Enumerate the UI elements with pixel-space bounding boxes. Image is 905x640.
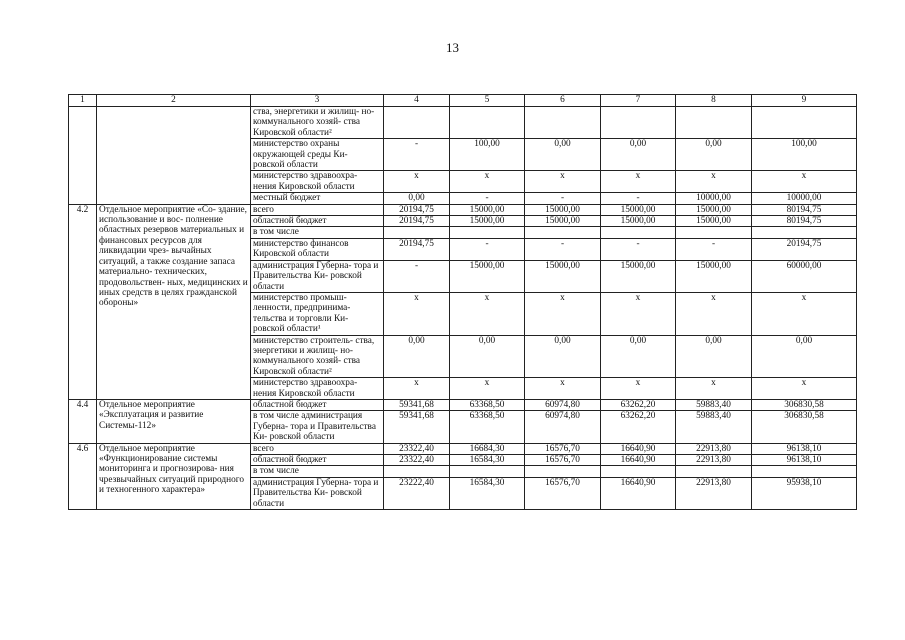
amount-cell: [525, 466, 601, 477]
funding-source: ства, энергетики и жилищ- но-коммунального хозяй- ства Кировской области²: [251, 107, 384, 139]
funding-source: министерство финансов Кировской области: [251, 238, 384, 260]
amount-cell: -: [384, 139, 450, 171]
amount-cell: [676, 227, 752, 238]
amount-cell: x: [676, 292, 752, 335]
amount-cell: [450, 466, 525, 477]
header-cell: 6: [525, 95, 601, 107]
funding-source: администрация Губерна- тора и Правительства Ки- ровской области: [251, 477, 384, 509]
budget-table: [68, 94, 857, 510]
amount-cell: 15000,00: [601, 216, 676, 227]
amount-cell: 0,00: [676, 335, 752, 378]
table-row: [69, 399, 857, 410]
amount-cell: 60974,80: [525, 411, 601, 443]
amount-cell: 306830,58: [752, 411, 857, 443]
amount-cell: 0,00: [525, 139, 601, 171]
funding-source: в том числе администрация Губерна- тора и Правительства Ки- ровской области: [251, 411, 384, 443]
amount-cell: 96138,10: [752, 443, 857, 454]
amount-cell: x: [450, 171, 525, 193]
amount-cell: 60000,00: [752, 260, 857, 292]
amount-cell: 59341,68: [384, 411, 450, 443]
table-row: [69, 443, 857, 454]
amount-cell: x: [525, 171, 601, 193]
amount-cell: 95938,10: [752, 477, 857, 509]
amount-cell: 63262,20: [601, 411, 676, 443]
amount-cell: x: [676, 171, 752, 193]
amount-cell: [601, 107, 676, 139]
item-name: Отдельное мероприятие «Со- здание, использование и вос- полнение областных резервов материальных и финансовых ресурсов для ликвидации чрез- вычайных ситуаций, а также создание запаса материально- технических, продовольствен- ных, медицинских и иных средств в целях гражданской обороны»: [97, 204, 251, 399]
amount-cell: [525, 227, 601, 238]
amount-cell: 16576,70: [525, 443, 601, 454]
amount-cell: 63368,50: [450, 411, 525, 443]
funding-source: администрация Губерна- тора и Правительства Ки- ровской области: [251, 260, 384, 292]
funding-source: всего: [251, 443, 384, 454]
amount-cell: 100,00: [450, 139, 525, 171]
funding-source: министерство здравоохра- нения Кировской области: [251, 378, 384, 400]
header-cell: 7: [601, 95, 676, 107]
amount-cell: 16640,90: [601, 455, 676, 466]
amount-cell: 0,00: [601, 335, 676, 378]
item-code: 4.4: [69, 399, 97, 443]
amount-cell: x: [601, 378, 676, 400]
item-code: 4.6: [69, 443, 97, 509]
amount-cell: 0,00: [384, 193, 450, 204]
amount-cell: x: [384, 171, 450, 193]
amount-cell: [384, 107, 450, 139]
amount-cell: [450, 107, 525, 139]
amount-cell: x: [752, 171, 857, 193]
amount-cell: 15000,00: [676, 204, 752, 215]
funding-source: в том числе: [251, 466, 384, 477]
funding-source: министерство охраны окружающей среды Ки- ровской области: [251, 139, 384, 171]
amount-cell: 80194,75: [752, 204, 857, 215]
amount-cell: 23222,40: [384, 477, 450, 509]
amount-cell: x: [601, 292, 676, 335]
amount-cell: 23322,40: [384, 455, 450, 466]
amount-cell: 16584,30: [450, 477, 525, 509]
amount-cell: 22913,80: [676, 455, 752, 466]
amount-cell: 59883,40: [676, 399, 752, 410]
amount-cell: 20194,75: [384, 204, 450, 215]
amount-cell: [601, 466, 676, 477]
amount-cell: 15000,00: [525, 216, 601, 227]
amount-cell: 16576,70: [525, 455, 601, 466]
amount-cell: 63368,50: [450, 399, 525, 410]
amount-cell: 15000,00: [450, 216, 525, 227]
amount-cell: 15000,00: [450, 204, 525, 215]
amount-cell: 59341,68: [384, 399, 450, 410]
amount-cell: 63262,20: [601, 399, 676, 410]
header-row: [69, 95, 857, 107]
amount-cell: -: [525, 193, 601, 204]
funding-source: министерство здравоохра- нения Кировской области: [251, 171, 384, 193]
amount-cell: 100,00: [752, 139, 857, 171]
table-body: [69, 95, 857, 510]
amount-cell: -: [450, 238, 525, 260]
amount-cell: 0,00: [601, 139, 676, 171]
header-cell: 4: [384, 95, 450, 107]
amount-cell: 0,00: [525, 335, 601, 378]
amount-cell: 10000,00: [676, 193, 752, 204]
amount-cell: 96138,10: [752, 455, 857, 466]
page-number: 13: [446, 40, 459, 55]
amount-cell: x: [525, 378, 601, 400]
header-cell: 8: [676, 95, 752, 107]
funding-source: министерство промыш- ленности, предпринима- тельства и торговли Ки- ровской области¹: [251, 292, 384, 335]
funding-source: областной бюджет: [251, 455, 384, 466]
amount-cell: 23322,40: [384, 443, 450, 454]
item-name: Отдельное мероприятие «Эксплуатация и развитие Системы-112»: [97, 399, 251, 443]
table-row: [69, 204, 857, 215]
funding-source: областной бюджет: [251, 216, 384, 227]
amount-cell: x: [676, 378, 752, 400]
item-name: Отдельное мероприятие «Функционирование системы мониторинга и прогнозирова- ния чрезвычайных ситуаций природного и техногенного характера»: [97, 443, 251, 509]
amount-cell: 306830,58: [752, 399, 857, 410]
header-cell: 9: [752, 95, 857, 107]
amount-cell: 15000,00: [601, 204, 676, 215]
amount-cell: x: [525, 292, 601, 335]
amount-cell: 15000,00: [525, 260, 601, 292]
amount-cell: -: [601, 193, 676, 204]
amount-cell: x: [752, 378, 857, 400]
amount-cell: 10000,00: [752, 193, 857, 204]
amount-cell: 60974,80: [525, 399, 601, 410]
amount-cell: -: [601, 238, 676, 260]
amount-cell: 15000,00: [450, 260, 525, 292]
amount-cell: 22913,80: [676, 477, 752, 509]
amount-cell: 15000,00: [601, 260, 676, 292]
amount-cell: 15000,00: [676, 216, 752, 227]
amount-cell: 16684,30: [450, 443, 525, 454]
amount-cell: 0,00: [676, 139, 752, 171]
item-code: 4.2: [69, 204, 97, 399]
amount-cell: [752, 227, 857, 238]
amount-cell: x: [752, 292, 857, 335]
amount-cell: 20194,75: [384, 216, 450, 227]
amount-cell: [450, 227, 525, 238]
amount-cell: [752, 107, 857, 139]
amount-cell: 22913,80: [676, 443, 752, 454]
amount-cell: [384, 227, 450, 238]
amount-cell: 16576,70: [525, 477, 601, 509]
amount-cell: [676, 466, 752, 477]
item-name: [97, 107, 251, 205]
amount-cell: 15000,00: [525, 204, 601, 215]
amount-cell: [752, 466, 857, 477]
amount-cell: 59883,40: [676, 411, 752, 443]
amount-cell: x: [450, 292, 525, 335]
amount-cell: x: [601, 171, 676, 193]
amount-cell: [384, 466, 450, 477]
amount-cell: [601, 227, 676, 238]
table-row: [69, 107, 857, 139]
funding-source: областной бюджет: [251, 399, 384, 410]
funding-source: в том числе: [251, 227, 384, 238]
amount-cell: [525, 107, 601, 139]
header-cell: 5: [450, 95, 525, 107]
amount-cell: 15000,00: [676, 260, 752, 292]
amount-cell: 16584,30: [450, 455, 525, 466]
amount-cell: 0,00: [752, 335, 857, 378]
item-code: [69, 107, 97, 205]
header-cell: 1: [69, 95, 97, 107]
funding-source: всего: [251, 204, 384, 215]
amount-cell: 20194,75: [752, 238, 857, 260]
amount-cell: 80194,75: [752, 216, 857, 227]
amount-cell: -: [450, 193, 525, 204]
amount-cell: 0,00: [450, 335, 525, 378]
funding-source: министерство строитель- ства, энергетики и жилищ- но-коммунального хозяй- ства Кировской области²: [251, 335, 384, 378]
amount-cell: x: [384, 378, 450, 400]
amount-cell: 0,00: [384, 335, 450, 378]
amount-cell: [676, 107, 752, 139]
funding-source: местный бюджет: [251, 193, 384, 204]
header-cell: 2: [97, 95, 251, 107]
header-cell: 3: [251, 95, 384, 107]
amount-cell: -: [525, 238, 601, 260]
amount-cell: 16640,90: [601, 443, 676, 454]
amount-cell: 20194,75: [384, 238, 450, 260]
amount-cell: 16640,90: [601, 477, 676, 509]
amount-cell: x: [450, 378, 525, 400]
amount-cell: -: [676, 238, 752, 260]
amount-cell: x: [384, 292, 450, 335]
amount-cell: -: [384, 260, 450, 292]
